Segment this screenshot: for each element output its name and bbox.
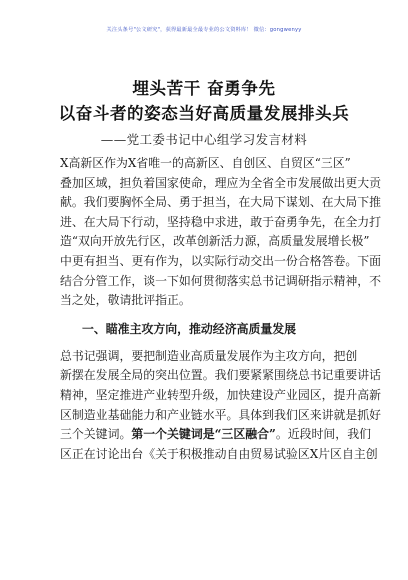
text-line-with-emphasis (60, 425, 371, 445)
text-line: 进、在大局下行动，坚持稳中求进，敢于奋勇争先，在全力打 (60, 214, 382, 229)
text-line: 造“双向开放先行区，改革创新活力源，高质量发展增长极” (60, 234, 370, 249)
text-line: 结合分管工作，谈一下如何贯彻落实总书记调研指示精神，不 (60, 273, 382, 288)
paragraph-section-1 (60, 347, 382, 465)
text-line: 总书记强调，要把制造业高质量发展作为主攻方向，把创 (60, 348, 358, 363)
text-fragment: 三个关键词。 (60, 427, 132, 442)
text-line: 叠加区域，担负着国家使命，理应为全省全市发展做出更大贡 (60, 175, 382, 190)
text-line: 区正在讨论出台《关于积极推动自由贸易试验区X片区自主创 (60, 446, 378, 461)
text-line: 精神，坚定推进产业转型升级，加快建设产业园区，提升高新 (60, 387, 382, 402)
subtitle: ——党工委书记中心组学习发言材料 (100, 132, 308, 147)
title-line-2: 以奋斗者的姿态当好高质量发展排头兵 (58, 104, 350, 123)
text-line: X高新区作为X省唯一的高新区、自创区、自贸区“三区” (60, 156, 351, 170)
text-line: 新摆在发展全局的突出位置。我们要紧紧围绕总书记重要讲话 (60, 368, 382, 383)
title-line-1: 埋头苦干 奋勇争先 (132, 79, 276, 98)
text-line: 当之处，敬请批评指正。 (60, 293, 191, 308)
document-body (60, 154, 382, 464)
emphasized-keyword: 第一个关键词是“三区融合” (131, 427, 276, 442)
section-heading-1: 一、瞄准主攻方向，推动经济高质量发展 (82, 321, 297, 336)
paragraph-intro (60, 154, 382, 311)
text-line: 中更有担当、更有作为，以实际行动交出一份合格答卷。下面 (60, 253, 382, 268)
title-block (0, 76, 408, 149)
header-banner[interactable]: 关注头条号"公文研究"，获得最新最全最专业的公文资料库！ 微信：gongwenyy (106, 27, 302, 33)
text-line: 献。我们要胸怀全局、勇于担当，在大局下谋划、在大局下推 (60, 195, 382, 210)
text-fragment: 。近段时间，我们 (275, 427, 371, 442)
text-line: 区制造业基础能力和产业链水平。具体到我们区来讲就是抓好 (60, 407, 382, 422)
